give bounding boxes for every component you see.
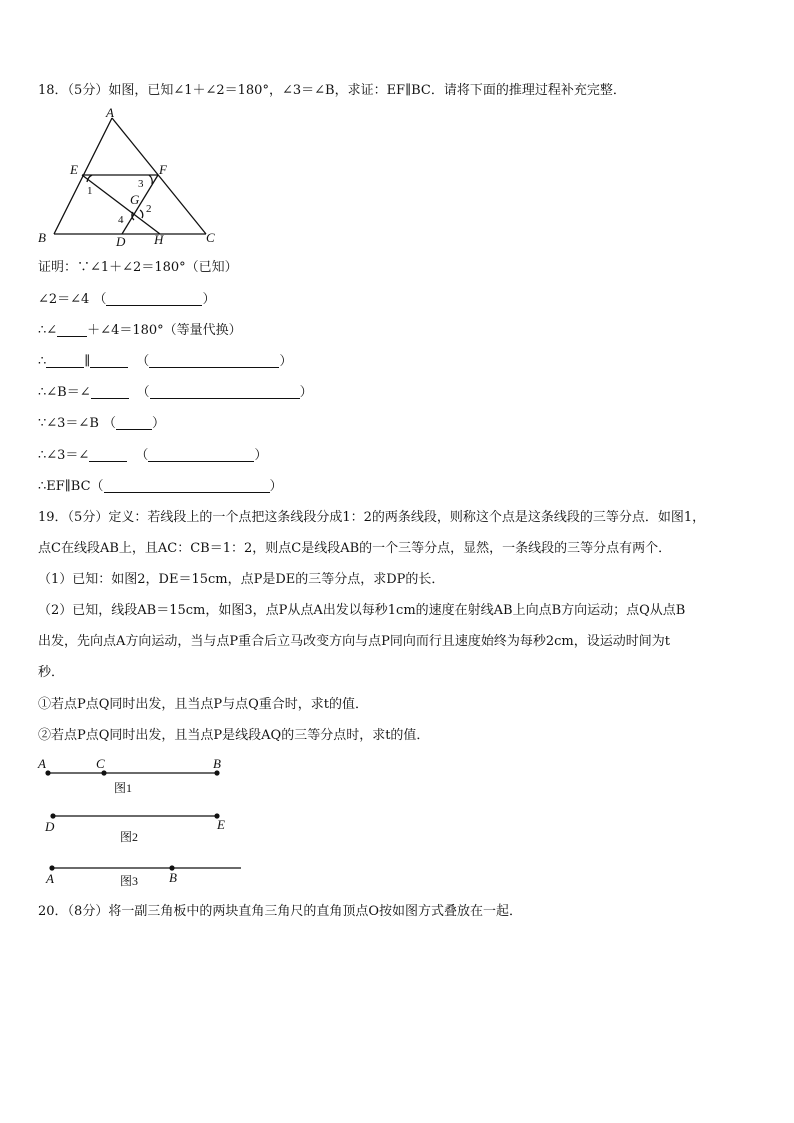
proof-line-7: ∴∠3＝∠ （ ）	[38, 448, 268, 463]
q18-stem: 18．（5分）如图，已知∠1＋∠2＝180°，∠3＝∠B，求证：EF∥BC．请将下面的推理过程补充完整．	[38, 83, 626, 98]
answer-blank[interactable]	[106, 291, 202, 306]
label-angle3: 3	[138, 178, 144, 190]
answer-blank[interactable]	[149, 353, 279, 368]
label-e: E	[217, 817, 225, 832]
q19-line-5: 出发，先向点A方向运动，当与点P重合后立马改变方向与点P同向而行且速度始终为每秒2cm，设运动时间为t	[38, 634, 670, 649]
point-a	[49, 865, 54, 870]
label-d: D	[116, 234, 126, 246]
angle3-arc	[149, 175, 152, 184]
label-b: B	[169, 870, 177, 885]
label-b: B	[38, 230, 46, 245]
q19-line-7: ①若点P点Q同时出发，且当点P与点Q重合时，求t的值．	[38, 697, 369, 712]
figure-1	[37, 756, 221, 795]
label-a: A	[106, 106, 114, 120]
answer-blank[interactable]	[46, 353, 84, 368]
q19-line-2: 点C在线段AB上，且AC：CB＝1：2，则点C是线段AB的一个三等分点，显然，一条线段的三等分点有两个．	[38, 541, 672, 556]
figure-3	[45, 865, 241, 888]
q20-stem: 20．（8分）将一副三角板中的两块直角三角尺的直角顶点O按如图方式叠放在一起．	[38, 904, 522, 919]
proof-line-5: ∴∠B＝∠ （ ）	[38, 385, 313, 400]
label-a: A	[38, 756, 46, 771]
q19-line-4: （2）已知，线段AB＝15cm，如图3，点P从点A出发以每秒1cm的速度在射线AB上向点B方向运动；点Q从点B	[38, 603, 686, 618]
answer-blank[interactable]	[89, 447, 127, 462]
answer-blank[interactable]	[104, 478, 270, 493]
figure-1-caption: 图1	[114, 781, 133, 795]
label-f: F	[159, 162, 167, 177]
label-angle1: 1	[87, 185, 93, 197]
proof-line-1: 证明：∵∠1＋∠2＝180°（已知）	[38, 260, 238, 275]
q19-line-1: 19．（5分）定义：若线段上的一个点把这条线段分成1：2的两条线段，则称这个点是这条线段的三等分点．如图1，	[38, 510, 706, 525]
proof-line-2: ∠2＝∠4 （ ）	[38, 292, 216, 307]
answer-blank[interactable]	[90, 353, 128, 368]
label-d: D	[45, 819, 55, 834]
proof-line-6: ∵∠3＝∠B （ ）	[38, 416, 166, 431]
label-angle2: 2	[146, 203, 152, 215]
q19-figures	[36, 754, 256, 894]
answer-blank[interactable]	[150, 384, 300, 399]
angle2-arc	[140, 210, 143, 218]
proof-line-4: ∴ ∥ （ ）	[38, 354, 293, 369]
proof-line-3: ∴∠ ＋∠4＝180°（等量代换）	[38, 323, 242, 338]
figure-3-caption: 图3	[120, 874, 139, 888]
q18-figure	[36, 106, 236, 246]
q19-line-8: ②若点P点Q同时出发，且当点P是线段AQ的三等分点时，求t的值．	[38, 728, 430, 743]
point-c	[101, 770, 106, 775]
proof-line-8: ∴EF∥BC（ ）	[38, 479, 283, 494]
figure-2-caption: 图2	[120, 830, 139, 844]
label-c: C	[206, 230, 215, 245]
answer-blank[interactable]	[91, 384, 129, 399]
point-a	[45, 770, 50, 775]
label-h: H	[154, 232, 164, 246]
label-angle4: 4	[118, 214, 124, 226]
answer-blank[interactable]	[57, 322, 87, 337]
label-c: C	[96, 756, 105, 771]
label-g: G	[130, 192, 140, 207]
label-a: A	[46, 871, 54, 886]
q19-line-6: 秒．	[38, 665, 65, 680]
point-d	[50, 813, 55, 818]
label-b: B	[213, 756, 221, 771]
answer-blank[interactable]	[148, 447, 254, 462]
point-b	[214, 770, 219, 775]
answer-blank[interactable]	[116, 415, 152, 430]
label-e: E	[70, 162, 78, 177]
q19-line-3: （1）已知：如图2，DE＝15cm，点P是DE的三等分点，求DP的长．	[38, 572, 445, 587]
figure-2	[44, 813, 225, 844]
